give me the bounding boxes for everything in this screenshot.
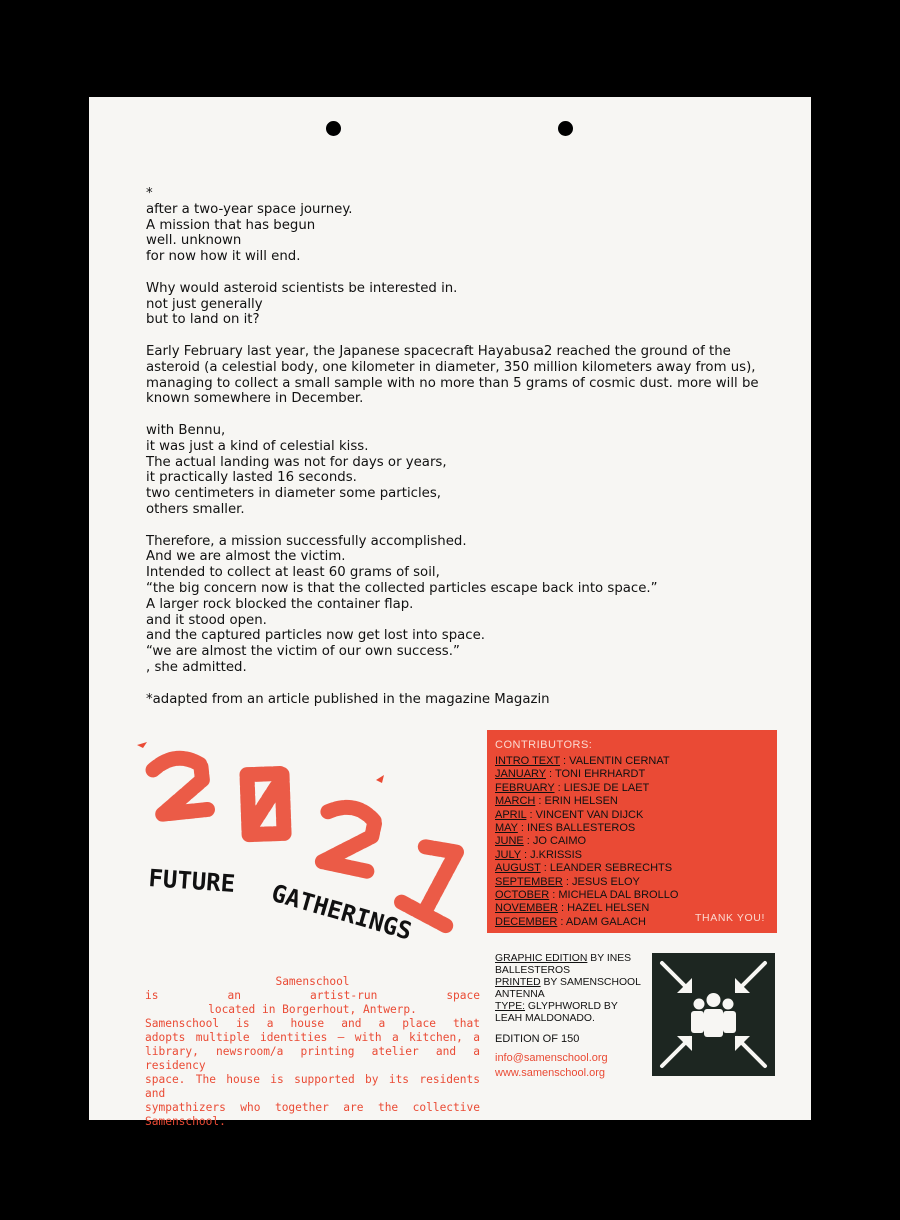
contributor-name: LEANDER SEBRECHTS <box>549 862 673 875</box>
contributor-separator: : <box>517 822 527 835</box>
contributor-role: INTRO TEXT <box>495 755 560 767</box>
contributor-role: MAY <box>495 822 518 835</box>
group-icon <box>691 993 736 1037</box>
article-paragraph <box>146 281 766 328</box>
contributor-role: OCTOBER <box>495 889 550 902</box>
article-line: The actual landing was not for days or years, <box>146 454 447 470</box>
contributor-item <box>495 862 678 875</box>
thank-you-note: THANK YOU! <box>695 911 765 924</box>
contributor-name: ERIN HELSEN <box>544 795 618 808</box>
contributor-name: J.KRISSIS <box>530 848 583 861</box>
contributor-item <box>495 835 678 848</box>
article-text <box>146 186 766 723</box>
contributor-name: LIESJE DE LAET <box>563 781 650 794</box>
punch-hole-right <box>558 121 573 136</box>
about-line: Samenschool is a house and a place that <box>145 1017 480 1030</box>
contributors-heading: CONTRIBUTORS: <box>495 739 593 751</box>
contributor-name: MICHELA DAL BROLLO <box>558 889 679 902</box>
about-line: is an artist-run space <box>145 989 480 1002</box>
contributor-item <box>495 755 678 768</box>
contributor-role: JUNE <box>495 835 524 848</box>
contributor-name: JO CAIMO <box>532 835 587 848</box>
article-line: with Bennu, <box>146 422 226 438</box>
assembly-point-icon <box>652 953 775 1076</box>
article-line: *adapted from an article published in the magazine Magazin <box>146 691 550 707</box>
graphic-credit: GRAPHIC EDITION BY INES BALLESTEROS <box>495 953 632 976</box>
article-line: others smaller. <box>146 501 245 517</box>
article-line: Intended to collect at least 60 grams of soil, <box>146 565 440 581</box>
contributor-separator: : <box>520 848 531 861</box>
contributor-name: VALENTIN CERNAT <box>569 755 670 767</box>
contributor-role: APRIL <box>495 808 527 821</box>
contributor-role: DECEMBER <box>495 915 558 928</box>
contributor-separator: : <box>549 889 559 902</box>
about-line: space. The house is supported by its residents and <box>145 1073 480 1100</box>
contributor-separator: : <box>557 902 568 915</box>
about-line: Samenschool <box>275 975 350 988</box>
contributor-separator: : <box>540 862 550 875</box>
edition-count: EDITION OF 150 <box>495 1033 580 1045</box>
contributor-separator: : <box>560 755 570 767</box>
contributor-item <box>495 849 678 862</box>
contributor-separator: : <box>554 781 564 794</box>
contributor-role: SEPTEMBER <box>495 875 563 888</box>
contributor-role: MARCH <box>495 795 536 808</box>
article-line: it was just a kind of celestial kiss. <box>146 438 369 454</box>
article-line: and it stood open. <box>146 612 267 628</box>
contributor-separator: : <box>545 768 555 781</box>
contributor-item <box>495 822 678 835</box>
about-samenschool <box>145 975 480 1129</box>
article-line: “the big concern now is that the collected particles escape back into space.” <box>146 580 658 596</box>
article-line: A larger rock blocked the container flap. <box>146 596 414 612</box>
contributor-item <box>495 902 678 915</box>
about-line: adopts multiple identities – with a kitchen, a <box>145 1031 480 1044</box>
contributor-separator: : <box>535 795 545 808</box>
contributor-separator: : <box>526 808 536 821</box>
subtitle-word-1: FUTURE <box>147 864 237 899</box>
contributor-item <box>495 876 678 889</box>
article-line: Therefore, a mission successfully accomplished. <box>146 533 467 549</box>
contributor-separator: : <box>557 915 566 928</box>
article-line: A mission that has begun <box>146 217 316 233</box>
email-link[interactable]: info@samenschool.org <box>495 1052 608 1064</box>
contributor-name: ADAM GALACH <box>565 915 646 928</box>
article-paragraph <box>146 423 766 518</box>
article-paragraph <box>146 534 766 676</box>
contributor-name: JESUS ELOY <box>572 875 640 888</box>
website-link[interactable]: www.samenschool.org <box>495 1067 606 1079</box>
punch-hole-left <box>326 121 341 136</box>
contributor-name: INES BALLESTEROS <box>527 822 636 835</box>
article-paragraph <box>146 344 766 407</box>
credits-block <box>495 953 645 1081</box>
contributor-item <box>495 809 678 822</box>
article-line: * <box>146 186 153 201</box>
contributor-item <box>495 782 678 795</box>
contributors-list <box>495 755 678 929</box>
contributor-item <box>495 889 678 902</box>
contributor-role: FEBRUARY <box>495 781 555 794</box>
contributor-item <box>495 768 678 781</box>
contributor-role: JULY <box>495 848 521 861</box>
contributor-role: JANUARY <box>495 768 546 781</box>
about-line: library, newsroom/a printing atelier and a residency <box>145 1045 480 1072</box>
contributor-item <box>495 916 678 929</box>
article-line: not just generally <box>146 296 263 312</box>
article-paragraph <box>146 186 766 265</box>
article-line: Why would asteroid scientists be interested in. <box>146 280 458 296</box>
article-line: and the captured particles now get lost into space. <box>146 628 486 644</box>
article-line: Early February last year, the Japanese spacecraft Hayabusa2 reached the ground of the asteroid (a celestial body, one kilometer in diameter, 350 million kilometers away from us), managing to collect a small sample with no more than 5 grams of cosmic dust. more will be known somewhere in December. <box>146 343 759 407</box>
article-line: And we are almost the victim. <box>146 549 346 565</box>
contributor-role: AUGUST <box>495 862 541 875</box>
about-line: sympathizers who together are the collective Samenschool. <box>145 1101 480 1128</box>
inward-arrows-icon <box>652 953 775 1076</box>
article-line: “we are almost the victim of our own success.” <box>146 644 460 660</box>
contributor-role: NOVEMBER <box>495 902 558 915</box>
contributor-item <box>495 795 678 808</box>
contributor-separator: : <box>523 835 533 848</box>
contributor-separator: : <box>562 875 573 888</box>
about-line: located in Borgerhout, Antwerp. <box>208 1003 417 1016</box>
contributor-name: HAZEL HELSEN <box>567 902 650 915</box>
article-paragraph <box>146 692 766 708</box>
article-line: after a two-year space journey. <box>146 201 353 217</box>
article-line: for now how it will end. <box>146 249 301 265</box>
article-line: two centimeters in diameter some particles, <box>146 486 442 502</box>
contributors-panel <box>487 730 777 933</box>
printed-credit: PRINTED BY SAMENSCHOOL ANTENNA <box>495 977 641 1000</box>
article-line: but to land on it? <box>146 312 260 328</box>
article-line: well. unknown <box>146 233 242 249</box>
article-line: , she admitted. <box>146 659 247 675</box>
contributor-name: TONI EHRHARDT <box>554 768 646 781</box>
contributor-name: VINCENT VAN DIJCK <box>535 808 644 821</box>
type-credit: TYPE: GLYPHWORLD BY LEAH MALDONADO. <box>495 1001 618 1024</box>
article-line: it practically lasted 16 seconds. <box>146 470 357 486</box>
subtitle-word-2: GATHERINGS <box>268 878 415 946</box>
